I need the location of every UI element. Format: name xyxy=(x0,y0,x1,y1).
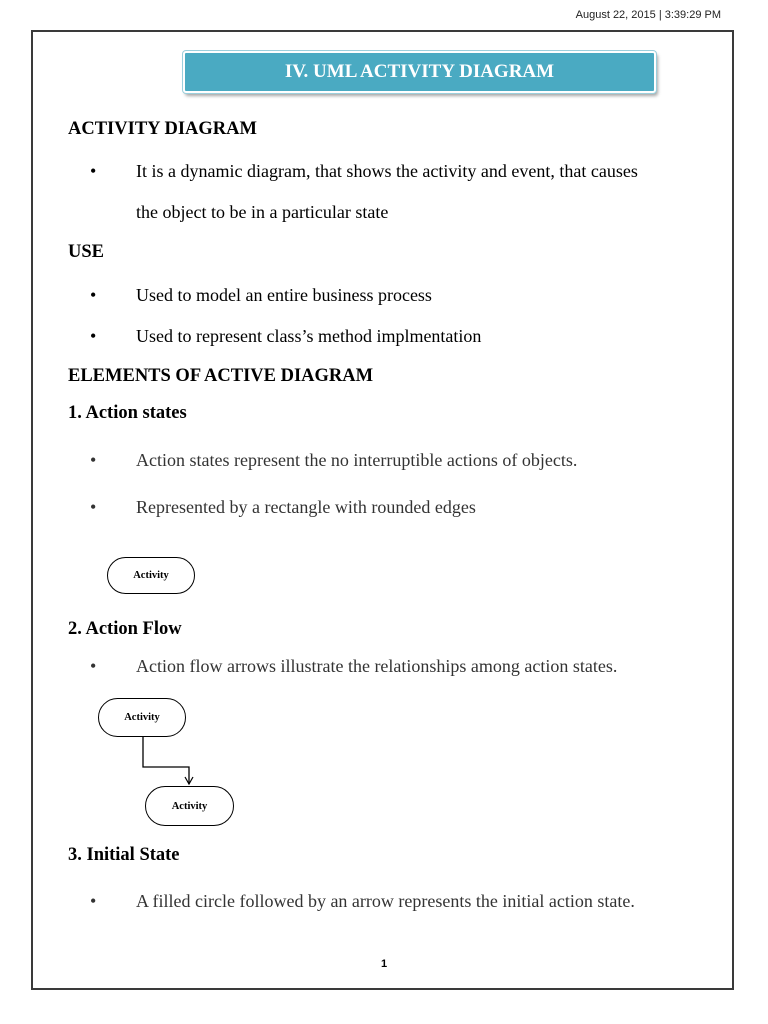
heading-action-flow: 2. Action Flow xyxy=(68,619,182,639)
activity-node-top-label: Activity xyxy=(124,712,160,723)
bullet-glyph: • xyxy=(90,450,97,470)
bullet-glyph: • xyxy=(90,656,97,676)
use-bullet-1: Used to model an entire business process xyxy=(136,285,432,305)
page-timestamp: August 22, 2015 | 3:39:29 PM xyxy=(575,9,721,21)
bullet-glyph: • xyxy=(90,891,97,911)
heading-initial-state: 3. Initial State xyxy=(68,845,180,865)
bullet-glyph: • xyxy=(90,285,97,305)
action-states-bullet-1: Action states represent the no interruptible actions of objects. xyxy=(136,450,578,470)
activity-node-bottom xyxy=(145,786,234,826)
bullet-glyph: • xyxy=(90,497,97,517)
heading-activity-diagram: ACTIVITY DIAGRAM xyxy=(68,119,257,139)
heading-use: USE xyxy=(68,242,104,262)
page-number: 1 xyxy=(380,958,388,970)
activity-node-label: Activity xyxy=(133,570,169,581)
bullet-glyph: • xyxy=(90,326,97,346)
heading-elements: ELEMENTS OF ACTIVE DIAGRAM xyxy=(68,366,374,386)
action-flow-bullet-1: Action flow arrows illustrate the relationships among action states. xyxy=(136,656,618,676)
document-title: IV. UML ACTIVITY DIAGRAM xyxy=(183,51,656,93)
activity-bullet-line-1: It is a dynamic diagram, that shows the activity and event, that causes xyxy=(136,161,638,181)
action-states-bullet-2: Represented by a rectangle with rounded edges xyxy=(136,497,476,517)
heading-action-states: 1. Action states xyxy=(68,403,187,423)
activity-node xyxy=(107,557,195,594)
use-bullet-2: Used to represent class’s method implmentation xyxy=(136,326,482,346)
initial-state-bullet-1: A filled circle followed by an arrow represents the initial action state. xyxy=(136,891,635,911)
activity-bullet-line-2: the object to be in a particular state xyxy=(136,202,389,222)
activity-node-top xyxy=(98,698,186,737)
activity-node-bottom-label: Activity xyxy=(171,800,208,812)
bullet-glyph: • xyxy=(90,161,97,181)
